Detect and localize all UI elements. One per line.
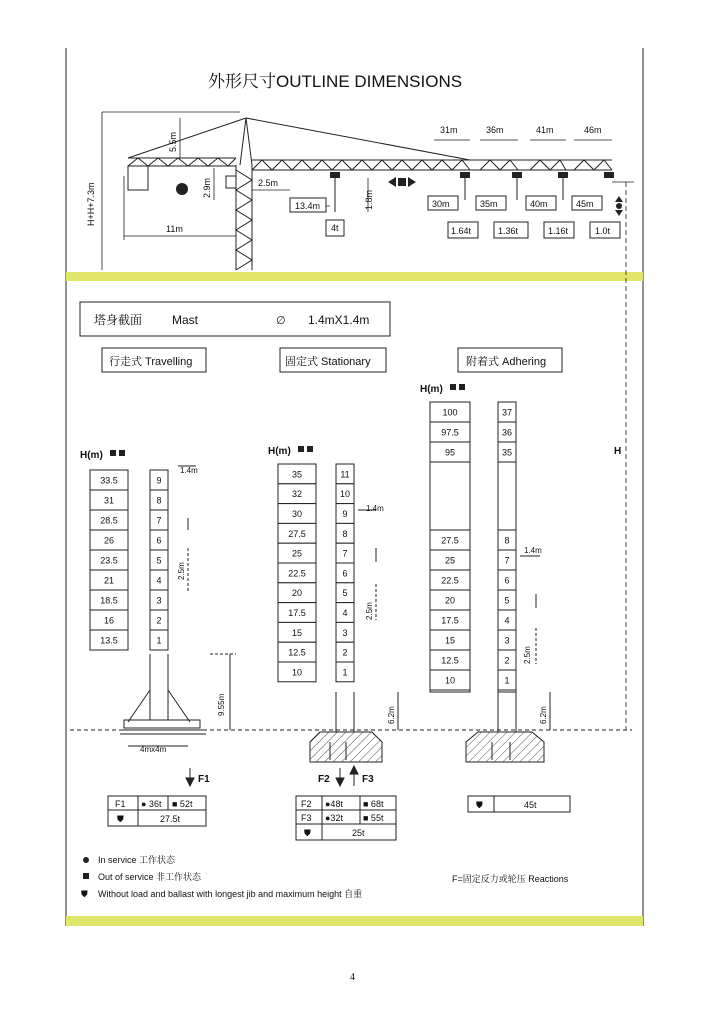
trav-height-value: 13.5 <box>100 635 118 646</box>
reach-40m: 40m <box>530 199 548 209</box>
adh-height-value: 22.5 <box>441 575 459 586</box>
dim-2-9m: 2.9m <box>202 177 212 198</box>
reach-30m: 30m <box>432 199 450 209</box>
reach-35m: 35m <box>480 199 498 209</box>
h-label-right: H <box>614 446 622 457</box>
mode-adhering: 附着式 Adhering <box>466 356 547 368</box>
trav-section-value: 4 <box>156 575 162 586</box>
stat-table-f2: F2 <box>301 799 312 809</box>
crane-symbol-icon <box>450 384 465 390</box>
h-label-stationary: H(m) <box>268 446 291 457</box>
trav-force-arrow <box>186 768 194 786</box>
height-label: H+H+7.3m <box>86 182 96 226</box>
adh-height-value: 25 <box>444 555 456 566</box>
mast-label-en: Mast <box>172 313 199 327</box>
reach-45m: 45m <box>576 199 594 209</box>
stat-table-self: 25t <box>352 828 365 838</box>
mast-section-size: 1.4mX1.4m <box>308 313 370 327</box>
mode-travelling: 行走式 Travelling <box>109 356 193 368</box>
trav-table-out: ■ 52t <box>172 799 193 809</box>
stationary-heights <box>278 464 316 682</box>
travelling-sections <box>150 470 168 650</box>
stat-section-value: 8 <box>342 528 348 539</box>
adh-height-value: 97.5 <box>441 427 459 438</box>
stat-table-f2-out: ■ 68t <box>363 799 384 809</box>
trav-section-value: 8 <box>156 495 162 506</box>
trav-height-value: 18.5 <box>100 595 118 606</box>
stat-section-value: 7 <box>342 548 348 559</box>
trav-force-label: F1 <box>198 774 210 785</box>
trav-height-value: 26 <box>103 535 115 546</box>
adh-section-value: 6 <box>504 575 510 586</box>
stat-section-value: 1 <box>342 667 348 678</box>
in-service-icon <box>83 857 89 863</box>
hoist-icon <box>615 196 623 216</box>
trav-section-value: 1 <box>156 635 162 646</box>
box-4t-label: 4t <box>331 223 339 233</box>
jib-36m: 36m <box>486 125 504 135</box>
adh-section-value: 37 <box>501 407 513 418</box>
stat-height-value: 32 <box>291 489 303 500</box>
stat-height-value: 20 <box>291 588 303 599</box>
stat-force-f3: F3 <box>362 774 374 785</box>
legend-in-service: In service 工作状态 <box>98 855 176 865</box>
self-weight-icon: ⛊ <box>117 814 124 824</box>
adh-height-value: 12.5 <box>441 655 459 666</box>
out-service-icon <box>83 873 89 879</box>
adh-section-value: 36 <box>501 427 513 438</box>
legend-out-service: Out of service 非工作状态 <box>98 872 202 882</box>
adh-section-value: 1 <box>504 675 510 686</box>
stat-force-f2: F2 <box>318 774 330 785</box>
trolley-travel-icon <box>388 177 416 187</box>
crane-symbol-icon <box>110 450 125 456</box>
mode-stationary: 固定式 Stationary <box>285 356 371 368</box>
load-1-36t: 1.36t <box>498 226 519 236</box>
stat-height-value: 12.5 <box>288 647 306 658</box>
mast-label-cn: 塔身截面 <box>94 313 143 327</box>
adhering-reaction-table <box>468 796 570 812</box>
load-1-64t: 1.64t <box>451 226 472 236</box>
stat-height-value: 17.5 <box>288 608 306 618</box>
stat-height-value: 30 <box>291 509 303 519</box>
trav-dim-1-4m: 1.4m <box>180 466 198 475</box>
stat-section-value: 6 <box>342 568 348 579</box>
adh-height-value: 10 <box>444 675 456 686</box>
trav-section-value: 3 <box>156 595 162 606</box>
adh-height-value: 17.5 <box>441 615 459 626</box>
load-1-16t: 1.16t <box>548 226 569 236</box>
stat-section-value: 10 <box>339 489 351 500</box>
adh-dim-base: 6.2m <box>539 706 548 724</box>
trav-dim-2-5m: 2.5m <box>177 562 186 580</box>
stat-height-value: 15 <box>291 627 303 638</box>
trav-table-f: F1 <box>115 799 126 809</box>
stat-height-value: 27.5 <box>288 528 306 539</box>
stat-dim-2-5m: 2.5m <box>365 602 374 620</box>
separator-band-top <box>66 272 643 281</box>
dim-5-5m: 5.5m <box>168 131 178 152</box>
crane-symbol-icon <box>298 446 313 452</box>
jib-31m: 31m <box>440 125 458 135</box>
adh-section-value: 7 <box>504 555 510 566</box>
stat-section-value: 4 <box>342 608 348 618</box>
adhering-heights <box>430 402 470 690</box>
separator-band-bottom <box>66 916 643 926</box>
trav-section-value: 9 <box>156 475 162 486</box>
trav-height-value: 31 <box>103 495 115 506</box>
adh-height-value: 20 <box>444 595 456 606</box>
trav-height-value: 28.5 <box>100 515 118 526</box>
adh-dim-2-5m: 2.5m <box>523 646 532 664</box>
page-number: 4 <box>350 972 355 983</box>
jib-41m: 41m <box>536 125 554 135</box>
stat-force-arrows <box>336 766 358 786</box>
trav-section-value: 6 <box>156 535 162 546</box>
adh-height-value: 15 <box>444 635 456 646</box>
adh-section-value: 5 <box>504 595 510 606</box>
stat-height-value: 10 <box>291 667 303 678</box>
trav-table-in: ● 36t <box>141 799 162 809</box>
adh-section-value: 8 <box>504 535 510 546</box>
trav-height-value: 16 <box>103 615 115 626</box>
trav-section-value: 7 <box>156 515 162 526</box>
adh-section-value: 4 <box>504 615 510 626</box>
adh-height-value: 95 <box>444 447 456 458</box>
stat-section-value: 3 <box>342 627 348 638</box>
adh-height-value: 27.5 <box>441 535 459 546</box>
trolleys <box>330 172 614 178</box>
dim-1-8m: 1.8m <box>364 189 374 210</box>
adh-section-value: 35 <box>501 447 513 458</box>
adh-section-value: 2 <box>504 655 510 666</box>
stat-table-f2-in: ●48t <box>325 799 343 809</box>
trav-section-value: 5 <box>156 555 162 566</box>
stat-height-value: 22.5 <box>288 568 306 579</box>
trav-height-value: 21 <box>103 575 115 586</box>
counterweight-symbol <box>176 183 188 195</box>
stat-dim-base: 6.2m <box>387 706 396 724</box>
adh-dim-1-4m: 1.4m <box>524 546 542 555</box>
page-title: 外形尺寸OUTLINE DIMENSIONS <box>208 72 463 91</box>
stat-height-value: 35 <box>291 469 303 480</box>
trav-section-value: 2 <box>156 615 162 626</box>
legend-without-load: Without load and ballast with longest jib and maximum height 自重 <box>98 889 363 899</box>
stat-table-f3: F3 <box>301 813 312 823</box>
self-weight-icon: ⛊ <box>81 889 88 899</box>
legend-reactions: F=固定反力或轮压 Reactions <box>452 874 569 884</box>
stat-table-f3-in: ●32t <box>325 813 343 823</box>
stat-table-f3-out: ■ 55t <box>363 813 384 823</box>
adh-section-value: 3 <box>504 635 510 646</box>
box-13-4m-label: 13.4m <box>295 201 321 211</box>
stat-height-value: 25 <box>291 548 303 559</box>
stationary-sections <box>336 464 354 682</box>
stat-section-value: 9 <box>342 509 348 519</box>
trav-height-value: 33.5 <box>100 475 118 486</box>
trav-dim-base: 9.55m <box>217 693 226 716</box>
self-weight-icon: ⛊ <box>304 828 311 838</box>
dim-2-5m: 2.5m <box>258 178 279 188</box>
self-weight-icon: ⛊ <box>476 800 483 810</box>
trav-table-self: 27.5t <box>160 814 181 824</box>
adhering-sections <box>498 402 516 690</box>
stat-section-value: 11 <box>340 469 350 480</box>
stat-section-value: 5 <box>342 588 348 599</box>
trav-base-size: 4mx4m <box>140 745 167 754</box>
stat-section-value: 2 <box>342 647 348 658</box>
adh-table-self: 45t <box>524 800 537 810</box>
jib-46m: 46m <box>584 125 602 135</box>
trav-height-value: 23.5 <box>100 555 118 566</box>
load-1-0t: 1.0t <box>595 226 611 236</box>
mast-section-icon: ∅ <box>276 315 286 327</box>
adh-height-value: 100 <box>442 407 458 418</box>
travelling-heights <box>90 470 128 650</box>
dim-11m: 11m <box>166 224 183 234</box>
h-label-travelling: H(m) <box>80 450 103 461</box>
h-label-adhering: H(m) <box>420 384 443 395</box>
stat-dim-1-4m: 1.4m <box>366 504 384 513</box>
